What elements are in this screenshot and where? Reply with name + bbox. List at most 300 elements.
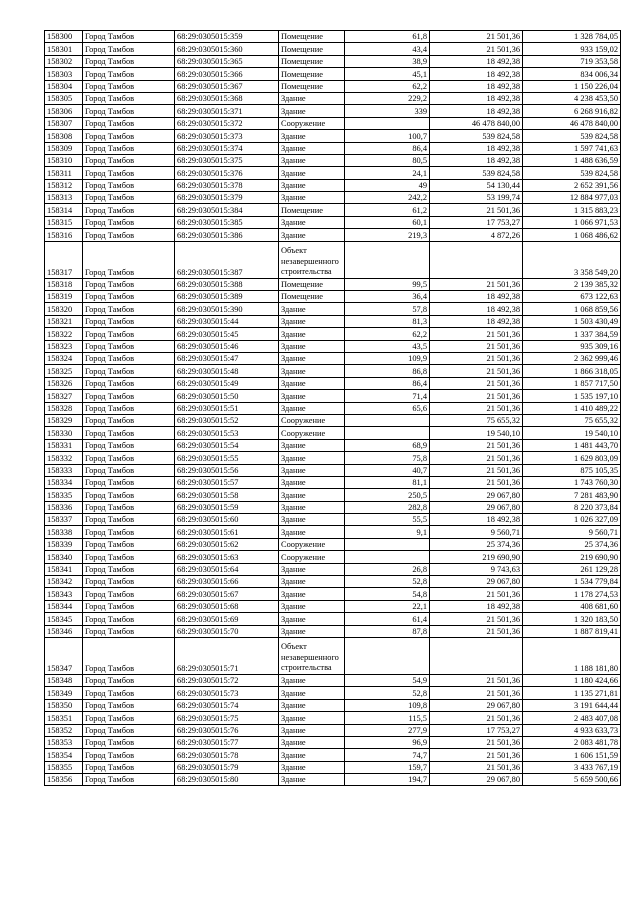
cadastral-number-cell: 68:29:0305015:384: [175, 204, 279, 216]
table-row: [45, 687, 621, 699]
row-id-cell: 158330: [45, 427, 83, 439]
table-row: [45, 736, 621, 748]
city-cell: Город Тамбов: [83, 774, 175, 786]
cadastral-number-cell: 68:29:0305015:61: [175, 526, 279, 538]
city-cell: Город Тамбов: [83, 613, 175, 625]
cadastral-value-cell: 933 159,02: [523, 43, 621, 55]
area-cell: 43,4: [345, 43, 430, 55]
cadastral-value-cell: 1 534 779,84: [523, 576, 621, 588]
row-id-cell: 158337: [45, 514, 83, 526]
object-type-cell: Здание: [279, 526, 345, 538]
specific-value-cell: 18 492,38: [430, 291, 523, 303]
object-type-cell: Помещение: [279, 291, 345, 303]
cadastral-number-cell: 68:29:0305015:70: [175, 625, 279, 637]
table-row: [45, 551, 621, 563]
object-type-cell: Помещение: [279, 278, 345, 290]
area-cell: 65,6: [345, 402, 430, 414]
object-type-cell: Помещение: [279, 31, 345, 43]
specific-value-cell: 21 501,36: [430, 328, 523, 340]
cadastral-value-cell: 12 884 977,03: [523, 192, 621, 204]
object-type-cell: Здание: [279, 142, 345, 154]
cadastral-number-cell: 68:29:0305015:48: [175, 365, 279, 377]
area-cell: 109,8: [345, 699, 430, 711]
city-cell: Город Тамбов: [83, 328, 175, 340]
area-cell: 61,4: [345, 613, 430, 625]
cadastral-value-cell: 1 320 183,50: [523, 613, 621, 625]
table-row: [45, 699, 621, 711]
cadastral-number-cell: 68:29:0305015:54: [175, 439, 279, 451]
city-cell: Город Тамбов: [83, 414, 175, 426]
cadastral-value-cell: 75 655,32: [523, 414, 621, 426]
row-id-cell: 158310: [45, 154, 83, 166]
object-type-cell: Здание: [279, 576, 345, 588]
cadastral-value-cell: 4 933 633,73: [523, 724, 621, 736]
row-id-cell: 158327: [45, 390, 83, 402]
object-type-cell: Объект незавершенного строительства: [279, 241, 345, 278]
specific-value-cell: 21 501,36: [430, 674, 523, 686]
cadastral-value-cell: 673 122,63: [523, 291, 621, 303]
city-cell: Город Тамбов: [83, 31, 175, 43]
cadastral-value-cell: 1 135 271,81: [523, 687, 621, 699]
table-row: [45, 278, 621, 290]
row-id-cell: 158306: [45, 105, 83, 117]
area-cell: 86,4: [345, 142, 430, 154]
cadastral-value-cell: 1 026 327,09: [523, 514, 621, 526]
cadastral-value-cell: 1 743 760,30: [523, 476, 621, 488]
table-row: [45, 43, 621, 55]
cadastral-value-cell: 1 337 384,59: [523, 328, 621, 340]
table-row: [45, 352, 621, 364]
row-id-cell: 158341: [45, 563, 83, 575]
city-cell: Город Тамбов: [83, 563, 175, 575]
object-type-cell: Здание: [279, 352, 345, 364]
cadastral-number-cell: 68:29:0305015:52: [175, 414, 279, 426]
table-row: [45, 625, 621, 637]
row-id-cell: 158312: [45, 179, 83, 191]
table-row: [45, 80, 621, 92]
cadastral-value-cell: 1 887 819,41: [523, 625, 621, 637]
cadastral-number-cell: 68:29:0305015:58: [175, 489, 279, 501]
cadastral-value-cell: 1 866 318,05: [523, 365, 621, 377]
object-type-cell: Здание: [279, 154, 345, 166]
cadastral-value-cell: 1 535 197,10: [523, 390, 621, 402]
row-id-cell: 158305: [45, 92, 83, 104]
table-row: [45, 600, 621, 612]
object-type-cell: Здание: [279, 501, 345, 513]
cadastral-number-cell: 68:29:0305015:390: [175, 303, 279, 315]
cadastral-value-cell: 1 068 486,62: [523, 229, 621, 241]
table-row: [45, 204, 621, 216]
city-cell: Город Тамбов: [83, 315, 175, 327]
cadastral-value-cell: 9 560,71: [523, 526, 621, 538]
city-cell: Город Тамбов: [83, 167, 175, 179]
table-row: [45, 365, 621, 377]
cadastral-number-cell: 68:29:0305015:44: [175, 315, 279, 327]
object-type-cell: Здание: [279, 130, 345, 142]
city-cell: Город Тамбов: [83, 625, 175, 637]
specific-value-cell: 21 501,36: [430, 736, 523, 748]
cadastral-number-cell: 68:29:0305015:53: [175, 427, 279, 439]
table-row: [45, 674, 621, 686]
area-cell: 60,1: [345, 216, 430, 228]
city-cell: Город Тамбов: [83, 68, 175, 80]
area-cell: 71,4: [345, 390, 430, 402]
cadastral-number-cell: 68:29:0305015:64: [175, 563, 279, 575]
object-type-cell: Здание: [279, 303, 345, 315]
area-cell: 81,3: [345, 315, 430, 327]
area-cell: 22,1: [345, 600, 430, 612]
area-cell: 43,5: [345, 340, 430, 352]
row-id-cell: 158307: [45, 117, 83, 129]
object-type-cell: Здание: [279, 674, 345, 686]
area-cell: 52,8: [345, 576, 430, 588]
row-id-cell: 158314: [45, 204, 83, 216]
area-cell: [345, 538, 430, 550]
area-cell: 242,2: [345, 192, 430, 204]
specific-value-cell: 21 501,36: [430, 402, 523, 414]
object-type-cell: Помещение: [279, 204, 345, 216]
row-id-cell: 158334: [45, 476, 83, 488]
cadastral-value-cell: 1 503 430,49: [523, 315, 621, 327]
cadastral-value-cell: 1 328 784,05: [523, 31, 621, 43]
city-cell: Город Тамбов: [83, 204, 175, 216]
city-cell: Город Тамбов: [83, 551, 175, 563]
specific-value-cell: 53 199,74: [430, 192, 523, 204]
specific-value-cell: 9 743,63: [430, 563, 523, 575]
row-id-cell: 158313: [45, 192, 83, 204]
object-type-cell: Здание: [279, 365, 345, 377]
specific-value-cell: 46 478 840,00: [430, 117, 523, 129]
specific-value-cell: 21 501,36: [430, 439, 523, 451]
cadastral-value-cell: 1 597 741,63: [523, 142, 621, 154]
specific-value-cell: 17 753,27: [430, 216, 523, 228]
cadastral-number-cell: 68:29:0305015:69: [175, 613, 279, 625]
row-id-cell: 158352: [45, 724, 83, 736]
table-row: [45, 774, 621, 786]
table-row: [45, 514, 621, 526]
cadastral-number-cell: 68:29:0305015:378: [175, 179, 279, 191]
cadastral-number-cell: 68:29:0305015:56: [175, 464, 279, 476]
cadastral-value-cell: 834 006,34: [523, 68, 621, 80]
cadastral-value-cell: 1 180 424,66: [523, 674, 621, 686]
table-row: [45, 291, 621, 303]
cadastral-number-cell: 68:29:0305015:72: [175, 674, 279, 686]
cadastral-value-cell: 4 238 453,50: [523, 92, 621, 104]
table-row: [45, 130, 621, 142]
specific-value-cell: 18 492,38: [430, 154, 523, 166]
area-cell: [345, 117, 430, 129]
object-type-cell: Здание: [279, 514, 345, 526]
object-type-cell: Здание: [279, 167, 345, 179]
cadastral-value-cell: 1 410 489,22: [523, 402, 621, 414]
specific-value-cell: 19 540,10: [430, 427, 523, 439]
cadastral-value-cell: 8 220 373,84: [523, 501, 621, 513]
city-cell: Город Тамбов: [83, 600, 175, 612]
cadastral-number-cell: 68:29:0305015:78: [175, 749, 279, 761]
object-type-cell: Здание: [279, 613, 345, 625]
city-cell: Город Тамбов: [83, 724, 175, 736]
area-cell: 55,5: [345, 514, 430, 526]
table-row: [45, 414, 621, 426]
cadastral-value-cell: 25 374,36: [523, 538, 621, 550]
specific-value-cell: 18 492,38: [430, 303, 523, 315]
row-id-cell: 158344: [45, 600, 83, 612]
object-type-cell: Здание: [279, 476, 345, 488]
specific-value-cell: 17 753,27: [430, 724, 523, 736]
cadastral-number-cell: 68:29:0305015:55: [175, 452, 279, 464]
specific-value-cell: 54 130,44: [430, 179, 523, 191]
object-type-cell: Здание: [279, 192, 345, 204]
area-cell: 109,9: [345, 352, 430, 364]
table-row: [45, 501, 621, 513]
cadastral-number-cell: 68:29:0305015:59: [175, 501, 279, 513]
table-row: [45, 31, 621, 43]
area-cell: 61,8: [345, 31, 430, 43]
cadastral-value-cell: 935 309,16: [523, 340, 621, 352]
table-row: [45, 117, 621, 129]
object-type-cell: Здание: [279, 229, 345, 241]
table-row: [45, 402, 621, 414]
table-row: [45, 142, 621, 154]
city-cell: Город Тамбов: [83, 761, 175, 773]
cadastral-number-cell: 68:29:0305015:359: [175, 31, 279, 43]
cadastral-number-cell: 68:29:0305015:368: [175, 92, 279, 104]
cadastral-value-cell: 2 483 407,08: [523, 712, 621, 724]
cadastral-value-cell: 539 824,58: [523, 167, 621, 179]
specific-value-cell: 29 067,80: [430, 576, 523, 588]
cadastral-value-cell: 2 083 481,78: [523, 736, 621, 748]
cadastral-value-cell: 6 268 916,82: [523, 105, 621, 117]
specific-value-cell: 21 501,36: [430, 761, 523, 773]
object-type-cell: Сооружение: [279, 551, 345, 563]
specific-value-cell: 21 501,36: [430, 390, 523, 402]
row-id-cell: 158348: [45, 674, 83, 686]
city-cell: Город Тамбов: [83, 439, 175, 451]
cadastral-number-cell: 68:29:0305015:374: [175, 142, 279, 154]
table-row: [45, 390, 621, 402]
city-cell: Город Тамбов: [83, 699, 175, 711]
object-type-cell: Сооружение: [279, 427, 345, 439]
object-type-cell: Здание: [279, 377, 345, 389]
object-type-cell: Здание: [279, 439, 345, 451]
cadastral-value-cell: 7 281 483,90: [523, 489, 621, 501]
city-cell: Город Тамбов: [83, 687, 175, 699]
row-id-cell: 158328: [45, 402, 83, 414]
row-id-cell: 158322: [45, 328, 83, 340]
specific-value-cell: 18 492,38: [430, 68, 523, 80]
object-type-cell: Здание: [279, 105, 345, 117]
row-id-cell: 158303: [45, 68, 83, 80]
cadastral-number-cell: 68:29:0305015:387: [175, 241, 279, 278]
specific-value-cell: 21 501,36: [430, 204, 523, 216]
specific-value-cell: 21 501,36: [430, 687, 523, 699]
cadastral-number-cell: 68:29:0305015:63: [175, 551, 279, 563]
table-row: [45, 538, 621, 550]
cadastral-number-cell: 68:29:0305015:46: [175, 340, 279, 352]
cadastral-number-cell: 68:29:0305015:73: [175, 687, 279, 699]
area-cell: 24,1: [345, 167, 430, 179]
city-cell: Город Тамбов: [83, 117, 175, 129]
object-type-cell: Здание: [279, 92, 345, 104]
table-row: [45, 216, 621, 228]
table-row: [45, 377, 621, 389]
cadastral-number-cell: 68:29:0305015:60: [175, 514, 279, 526]
row-id-cell: 158304: [45, 80, 83, 92]
area-cell: 68,9: [345, 439, 430, 451]
table-row: [45, 179, 621, 191]
object-type-cell: Сооружение: [279, 414, 345, 426]
area-cell: 277,9: [345, 724, 430, 736]
area-cell: 99,5: [345, 278, 430, 290]
city-cell: Город Тамбов: [83, 390, 175, 402]
table-row: [45, 724, 621, 736]
table-row: [45, 761, 621, 773]
area-cell: 282,8: [345, 501, 430, 513]
area-cell: 115,5: [345, 712, 430, 724]
cadastral-number-cell: 68:29:0305015:375: [175, 154, 279, 166]
specific-value-cell: [430, 241, 523, 278]
area-cell: 159,7: [345, 761, 430, 773]
city-cell: Город Тамбов: [83, 464, 175, 476]
cadastral-number-cell: 68:29:0305015:77: [175, 736, 279, 748]
area-cell: 75,8: [345, 452, 430, 464]
row-id-cell: 158335: [45, 489, 83, 501]
cadastral-number-cell: 68:29:0305015:385: [175, 216, 279, 228]
specific-value-cell: 18 492,38: [430, 514, 523, 526]
city-cell: Город Тамбов: [83, 452, 175, 464]
object-type-cell: Здание: [279, 315, 345, 327]
cadastral-number-cell: 68:29:0305015:371: [175, 105, 279, 117]
table-row: [45, 439, 621, 451]
object-type-cell: Здание: [279, 340, 345, 352]
table-row: [45, 68, 621, 80]
row-id-cell: 158318: [45, 278, 83, 290]
cadastral-number-cell: 68:29:0305015:388: [175, 278, 279, 290]
row-id-cell: 158315: [45, 216, 83, 228]
cadastral-value-cell: 408 681,60: [523, 600, 621, 612]
row-id-cell: 158350: [45, 699, 83, 711]
row-id-cell: 158339: [45, 538, 83, 550]
city-cell: Город Тамбов: [83, 352, 175, 364]
specific-value-cell: 21 501,36: [430, 43, 523, 55]
city-cell: Город Тамбов: [83, 303, 175, 315]
city-cell: Город Тамбов: [83, 538, 175, 550]
specific-value-cell: 539 824,58: [430, 167, 523, 179]
row-id-cell: 158336: [45, 501, 83, 513]
cadastral-value-cell: 1 488 636,59: [523, 154, 621, 166]
object-type-cell: Здание: [279, 588, 345, 600]
city-cell: Город Тамбов: [83, 278, 175, 290]
row-id-cell: 158317: [45, 241, 83, 278]
object-type-cell: Здание: [279, 402, 345, 414]
specific-value-cell: 18 492,38: [430, 315, 523, 327]
object-type-cell: Помещение: [279, 80, 345, 92]
city-cell: Город Тамбов: [83, 674, 175, 686]
row-id-cell: 158324: [45, 352, 83, 364]
cadastral-value-cell: 1 481 443,70: [523, 439, 621, 451]
city-cell: Город Тамбов: [83, 427, 175, 439]
table-row: [45, 526, 621, 538]
object-type-cell: Здание: [279, 328, 345, 340]
cadastral-number-cell: 68:29:0305015:79: [175, 761, 279, 773]
city-cell: Город Тамбов: [83, 55, 175, 67]
row-id-cell: 158346: [45, 625, 83, 637]
cadastral-number-cell: 68:29:0305015:74: [175, 699, 279, 711]
table-row: [45, 464, 621, 476]
row-id-cell: 158308: [45, 130, 83, 142]
object-type-cell: Помещение: [279, 43, 345, 55]
row-id-cell: 158333: [45, 464, 83, 476]
object-type-cell: Здание: [279, 600, 345, 612]
table-row: [45, 154, 621, 166]
city-cell: Город Тамбов: [83, 179, 175, 191]
row-id-cell: 158343: [45, 588, 83, 600]
object-type-cell: Здание: [279, 464, 345, 476]
row-id-cell: 158320: [45, 303, 83, 315]
table-row: [45, 588, 621, 600]
table-row: [45, 241, 621, 278]
row-id-cell: 158340: [45, 551, 83, 563]
row-id-cell: 158338: [45, 526, 83, 538]
specific-value-cell: 29 067,80: [430, 501, 523, 513]
specific-value-cell: 29 067,80: [430, 699, 523, 711]
table-row: [45, 105, 621, 117]
cadastral-number-cell: 68:29:0305015:372: [175, 117, 279, 129]
cadastral-value-cell: 539 824,58: [523, 130, 621, 142]
area-cell: 26,8: [345, 563, 430, 575]
specific-value-cell: 219 690,90: [430, 551, 523, 563]
city-cell: Город Тамбов: [83, 43, 175, 55]
area-cell: 80,5: [345, 154, 430, 166]
cadastral-number-cell: 68:29:0305015:51: [175, 402, 279, 414]
table-row: [45, 563, 621, 575]
object-type-cell: Здание: [279, 724, 345, 736]
row-id-cell: 158349: [45, 687, 83, 699]
specific-value-cell: [430, 637, 523, 674]
specific-value-cell: 18 492,38: [430, 80, 523, 92]
area-cell: 49: [345, 179, 430, 191]
area-cell: [345, 414, 430, 426]
specific-value-cell: 21 501,36: [430, 365, 523, 377]
object-type-cell: Здание: [279, 687, 345, 699]
city-cell: Город Тамбов: [83, 291, 175, 303]
cadastral-number-cell: 68:29:0305015:360: [175, 43, 279, 55]
area-cell: 52,8: [345, 687, 430, 699]
city-cell: Город Тамбов: [83, 712, 175, 724]
table-row: [45, 452, 621, 464]
object-type-cell: Сооружение: [279, 538, 345, 550]
object-type-cell: Здание: [279, 736, 345, 748]
table-row: [45, 613, 621, 625]
specific-value-cell: 18 492,38: [430, 105, 523, 117]
specific-value-cell: 18 492,38: [430, 55, 523, 67]
city-cell: Город Тамбов: [83, 142, 175, 154]
cadastral-value-cell: 719 353,58: [523, 55, 621, 67]
city-cell: Город Тамбов: [83, 377, 175, 389]
row-id-cell: 158356: [45, 774, 83, 786]
row-id-cell: 158353: [45, 736, 83, 748]
area-cell: 229,2: [345, 92, 430, 104]
table-row: [45, 192, 621, 204]
cadastral-value-cell: 2 652 391,56: [523, 179, 621, 191]
cadastral-number-cell: 68:29:0305015:379: [175, 192, 279, 204]
object-type-cell: Здание: [279, 699, 345, 711]
object-type-cell: Помещение: [279, 55, 345, 67]
specific-value-cell: 21 501,36: [430, 749, 523, 761]
city-cell: Город Тамбов: [83, 192, 175, 204]
area-cell: 54,9: [345, 674, 430, 686]
specific-value-cell: 18 492,38: [430, 600, 523, 612]
